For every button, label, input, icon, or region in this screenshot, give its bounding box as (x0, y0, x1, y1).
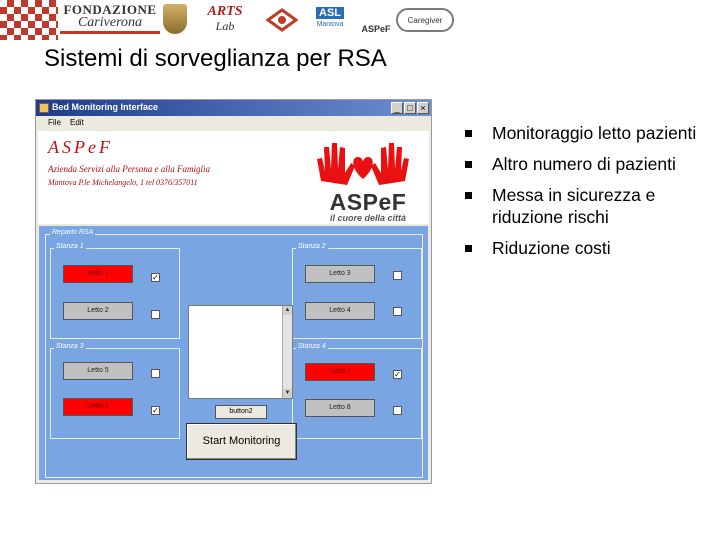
bed-monitoring-window (35, 99, 432, 484)
room-1-group (50, 243, 180, 339)
fondazione-logo-line1: FONDAZIONE (63, 1, 157, 17)
asl-logo-line2: Mantova (316, 21, 344, 28)
bed-5-button[interactable]: Letto 5 (63, 362, 133, 380)
slide-title: Sistemi di sorveglianza per RSA (44, 45, 387, 72)
bed-3-checkbox[interactable] (393, 271, 402, 280)
window-title-bar[interactable] (36, 100, 431, 116)
bullet-item (465, 184, 705, 228)
bullet-item (465, 122, 705, 144)
bed-3-button[interactable]: Letto 3 (305, 265, 375, 283)
bed-1-checkbox[interactable]: ✓ (152, 273, 159, 282)
square-bullet-icon (465, 130, 472, 137)
logo-strip (0, 0, 455, 40)
room-2-label: Stanza 2 (298, 243, 326, 250)
bullet-text: Monitoraggio letto pazienti (492, 123, 697, 143)
feature-bullet-list (465, 122, 705, 268)
fondazione-cariverona-logo (60, 0, 160, 34)
log-scrollbar[interactable] (282, 306, 292, 398)
button2[interactable]: button2 (215, 405, 267, 419)
square-bullet-icon (465, 192, 472, 199)
room-4-label: Stanza 4 (298, 343, 326, 350)
crest-logo (163, 4, 187, 34)
bed-2-button[interactable]: Letto 2 (63, 302, 133, 320)
asl-mantova-logo (305, 4, 355, 34)
aspef-header-panel (38, 131, 429, 224)
checkered-flag-logo (0, 0, 58, 40)
aspef-small-logo: ASPeF (361, 24, 391, 34)
room-3-label: Stanza 3 (56, 343, 84, 350)
bullet-item (465, 237, 705, 259)
menu-bar (36, 116, 431, 130)
arts-logo-line2: Lab (215, 19, 235, 33)
aspef-header-line1: Azienda Servizi alla Persona e alla Famiglia (48, 164, 210, 174)
window-title: Bed Monitoring Interface (52, 102, 159, 112)
bed-6-button[interactable]: Letto 6 (63, 398, 133, 416)
bed-8-button[interactable]: Letto 8 (305, 399, 375, 417)
room-3-group (50, 343, 180, 439)
arts-logo-line1: ARTS (207, 4, 243, 19)
room-4-group (292, 343, 422, 439)
aspef-slogan: il cuore della città (329, 213, 407, 223)
bed-5-checkbox[interactable] (151, 369, 160, 378)
monitoring-panel (39, 226, 428, 480)
scroll-up-arrow-icon[interactable]: ▲ (284, 307, 291, 313)
room-2-group (292, 243, 422, 339)
menu-file[interactable]: File (48, 118, 61, 127)
asl-logo-line1: ASL (316, 7, 344, 19)
ward-group (45, 229, 423, 478)
maximize-button[interactable]: □ (404, 102, 416, 114)
minimize-button[interactable]: _ (391, 102, 403, 114)
aspef-brand: ASPeF (329, 189, 407, 215)
aspef-header-line2: Mantova P.le Michelangelo, 1 tel 0376/357011 (48, 178, 198, 187)
caregiver-logo: Caregiver (396, 8, 454, 32)
start-monitoring-button[interactable]: Start Monitoring (186, 423, 297, 460)
square-bullet-icon (465, 245, 472, 252)
menu-edit[interactable]: Edit (70, 118, 84, 127)
arts-lab-logo (191, 3, 259, 35)
red-symbol-logo (262, 6, 302, 34)
bed-7-button[interactable]: Letto 7 (305, 363, 375, 381)
square-bullet-icon (465, 161, 472, 168)
bullet-text: Altro numero di pazienti (492, 154, 676, 174)
bed-2-checkbox[interactable] (151, 310, 160, 319)
hands-heart-logo-icon (315, 139, 411, 189)
bed-4-checkbox[interactable] (393, 307, 402, 316)
close-button[interactable]: × (417, 102, 429, 114)
bed-7-checkbox[interactable]: ✓ (394, 370, 401, 379)
bed-6-checkbox[interactable]: ✓ (152, 406, 159, 415)
bed-1-button[interactable]: Letto 1 (63, 265, 133, 283)
bullet-item (465, 153, 705, 175)
ward-group-label: Reparto RSA (52, 229, 94, 236)
fondazione-logo-line2: Cariverona (77, 14, 143, 30)
room-1-label: Stanza 1 (56, 243, 84, 250)
app-icon (39, 103, 49, 113)
bullet-text: Riduzione costi (492, 238, 611, 258)
bed-8-checkbox[interactable] (393, 406, 402, 415)
bullet-text: Messa in sicurezza e riduzione rischi (492, 185, 656, 227)
scroll-down-arrow-icon[interactable]: ▼ (284, 390, 291, 396)
event-log-textarea[interactable] (188, 305, 293, 399)
aspef-header-name: ASPeF (48, 137, 113, 157)
bed-4-button[interactable]: Letto 4 (305, 302, 375, 320)
